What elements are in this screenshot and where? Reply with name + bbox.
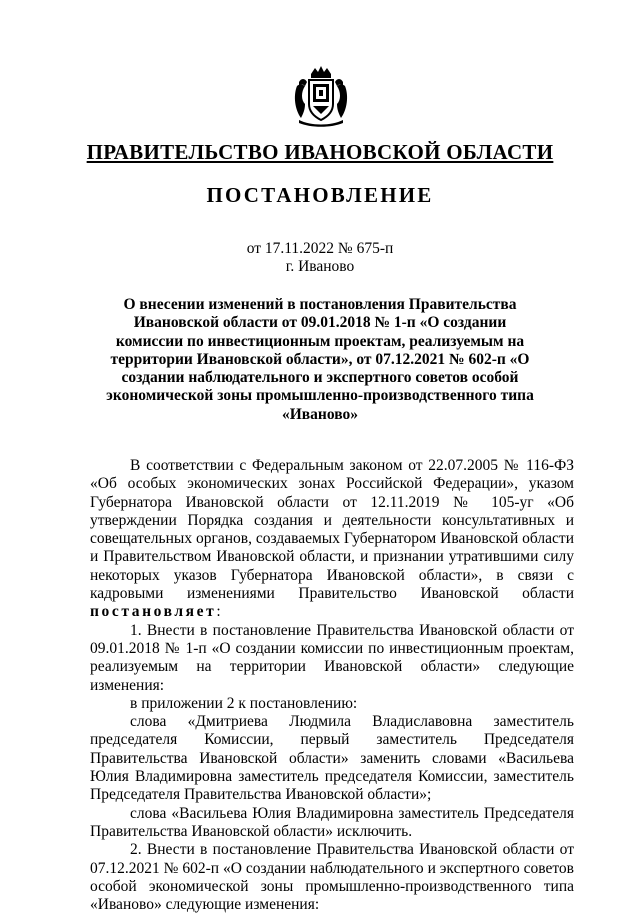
date-number: от 17.11.2022 № 675-п <box>246 240 394 257</box>
document-body <box>90 457 574 914</box>
coat-of-arms-icon <box>289 64 353 128</box>
city: г. Иваново <box>285 258 355 275</box>
preamble-text: В соответствии с Федеральным законом от 22.07.2005 № 116-ФЗ «Об особых экономических зонах Российской Федерации», указом Губернатора Ивановской области от 12.11.2019 № 105-уг «Об утверждении Порядка создания и деятельности консультативных и совещательных органов, создаваемых Губернатором Ивановской области и Правительством Ивановской области, и признании утратившими силу некоторых указов Губернатора Ивановской области», в связи с кадровыми изменениями Правительство Ивановской области <box>90 457 574 603</box>
item-2: 2. Внести в постановление Правительства Ивановской области от 07.12.2021 № 602-п «О создании наблюдательного и экспертного советов особой экономической зоны промышленно-производственного типа «Иваново» следующие изменения: <box>90 841 574 914</box>
date-and-place <box>0 240 640 276</box>
organization-name: ПРАВИТЕЛЬСТВО ИВАНОВСКОЙ ОБЛАСТИ <box>86 140 554 164</box>
document-title: О внесении изменений в постановления Правительства Ивановской области от 09.01.2018 № 1-п «О создании комиссии по инвестиционным проектам, реализуемым на территории Ивановской области», от 07.12.2021 № 602-п «О создании наблюдательного и экспертного советов особой экономической зоны промышленно-производственного типа «Иваново» <box>106 296 534 423</box>
decree-colon: : <box>216 603 221 621</box>
document-type: ПОСТАНОВЛЕНИЕ <box>206 183 434 207</box>
item-1-words-1: слова «Дмитриева Людмила Владиславовна заместитель председателя Комиссии, первый заместитель Председателя Правительства Ивановской области» заменить словами «Васильева Юлия Владимировна заместитель председателя Комиссии, заместитель Председателя Правительства Ивановской области»; <box>90 713 574 804</box>
item-1: 1. Внести в постановление Правительства Ивановской области от 09.01.2018 № 1-п «О создании комиссии по инвестиционным проектам, реализуемым на территории Ивановской области» следующие изменения: <box>90 621 574 694</box>
item-1-sub: в приложении 2 к постановлению: <box>130 694 358 712</box>
item-1-words-2: слова «Васильева Юлия Владимировна заместитель Председателя Правительства Ивановской области» исключить. <box>90 804 574 840</box>
preamble-paragraph <box>90 457 574 622</box>
decree-word: постановляет <box>90 603 217 621</box>
